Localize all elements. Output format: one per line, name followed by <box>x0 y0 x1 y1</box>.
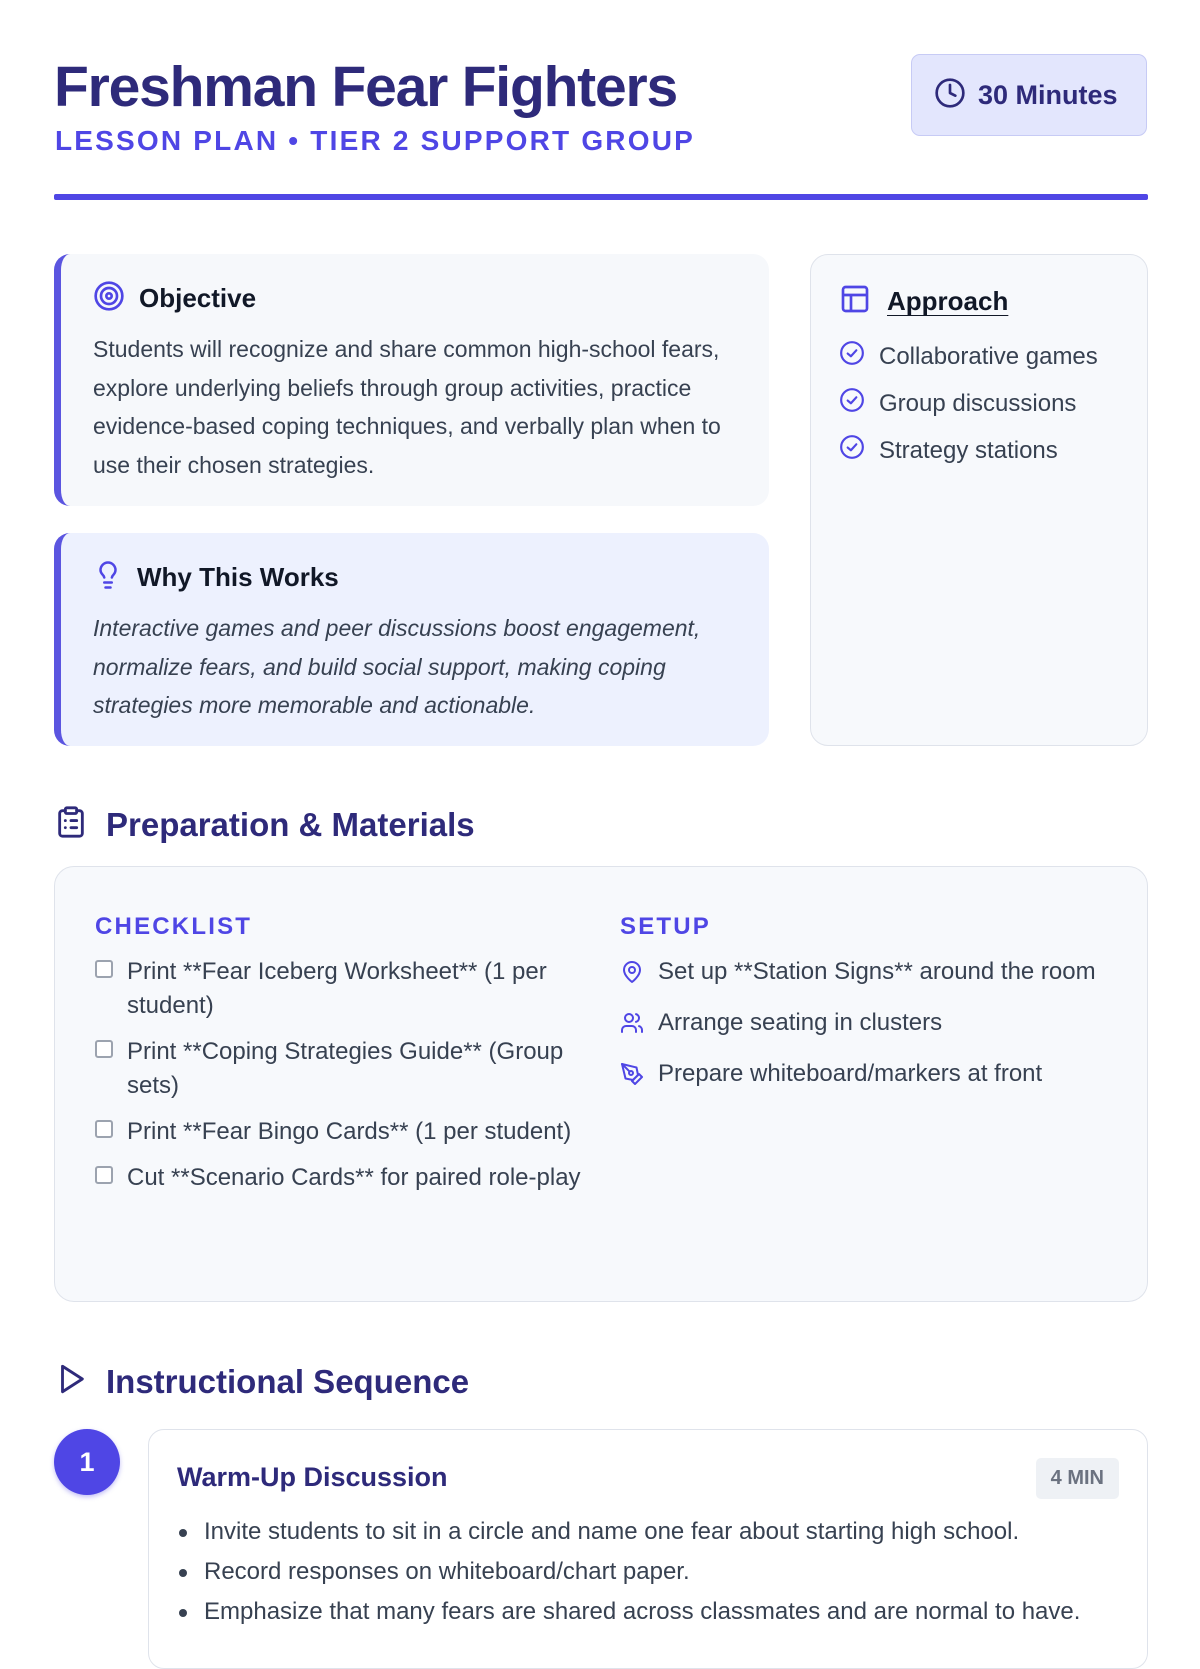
checklist-item-label: Print **Fear Iceberg Worksheet** (1 per student) <box>127 958 547 1019</box>
checkbox[interactable] <box>95 1166 113 1184</box>
setup-item-label: Prepare whiteboard/markers at front <box>658 1060 1043 1087</box>
checkbox[interactable] <box>95 1120 113 1138</box>
approach-header <box>839 283 1008 320</box>
layout-icon <box>839 283 871 320</box>
users-icon <box>620 1011 644 1045</box>
page-subtitle: LESSON PLAN • TIER 2 SUPPORT GROUP <box>55 125 696 156</box>
why-this-works-card <box>54 533 769 746</box>
checklist-item-label: Cut **Scenario Cards** for paired role-play <box>127 1164 581 1191</box>
preparation-heading <box>54 803 475 846</box>
why-title: Why This Works <box>137 562 339 592</box>
sequence-heading <box>54 1360 469 1403</box>
approach-item-label: Strategy stations <box>879 436 1058 464</box>
duration-badge <box>911 54 1147 136</box>
step-number: 1 <box>54 1429 120 1495</box>
approach-item-label: Collaborative games <box>879 342 1098 370</box>
lesson-plan-page <box>54 0 1148 1625</box>
approach-item-label: Group discussions <box>879 389 1077 417</box>
duration-label: 30 Minutes <box>978 79 1118 110</box>
setup-item-label: Set up **Station Signs** around the room <box>658 958 1096 985</box>
checklist-title: CHECKLIST <box>95 913 253 940</box>
setup-item <box>620 955 1100 994</box>
checklist-item-label: Print **Fear Bingo Cards** (1 per student) <box>127 1118 572 1145</box>
approach-title: Approach <box>887 286 1009 316</box>
why-text: Interactive games and peer discussions boost engagement, normalize fears, and build social support, making coping strategies more memorable and actionable. <box>93 615 701 718</box>
step-duration-badge: 4 MIN <box>1036 1458 1119 1499</box>
setup-item <box>620 1006 1100 1045</box>
setup-title: SETUP <box>620 913 712 940</box>
clock-icon <box>934 77 966 114</box>
objective-text: Students will recognize and share common high-school fears, explore underlying beliefs through group activities, practice evidence-based coping techniques, and verbally plan when to use their chosen strategies. <box>93 336 721 478</box>
approach-list <box>839 333 1098 474</box>
setup-item-label: Arrange seating in clusters <box>658 1009 943 1036</box>
list-item <box>839 427 1098 474</box>
checklist <box>95 955 585 1207</box>
preparation-box <box>54 866 1148 1302</box>
checkbox[interactable] <box>95 1040 113 1058</box>
header-divider <box>54 194 1148 200</box>
pen-icon <box>620 1062 644 1096</box>
list-item <box>839 333 1098 380</box>
objective-card <box>54 254 769 506</box>
checkbox[interactable] <box>95 960 113 978</box>
checklist-item <box>95 1161 585 1195</box>
checklist-item <box>95 1035 585 1103</box>
check-circle-icon <box>839 434 865 467</box>
approach-card <box>810 254 1148 746</box>
list-item: Record responses on whiteboard/chart paper. <box>177 1552 1117 1592</box>
page-title: Freshman Fear Fighters <box>54 55 677 119</box>
check-circle-icon <box>839 387 865 420</box>
objective-title: Objective <box>139 283 257 313</box>
sequence-title: Instructional Sequence <box>106 1362 470 1400</box>
checklist-item-label: Print **Coping Strategies Guide** (Group sets) <box>127 1038 564 1099</box>
check-circle-icon <box>839 340 865 373</box>
list-item: Invite students to sit in a circle and name one fear about starting high school. <box>177 1512 1117 1552</box>
objective-header <box>93 280 256 317</box>
target-icon <box>93 280 125 317</box>
map-pin-icon <box>620 960 644 994</box>
list-item <box>839 380 1098 427</box>
step-bullets <box>177 1512 1117 1632</box>
setup-list <box>620 955 1100 1108</box>
step-title: Warm-Up Discussion <box>177 1462 448 1492</box>
step-card <box>148 1429 1148 1669</box>
lightbulb-icon <box>93 559 123 596</box>
why-header <box>93 559 339 596</box>
clipboard-icon <box>54 803 88 846</box>
checklist-item <box>95 1115 585 1149</box>
play-icon <box>54 1360 88 1403</box>
list-item: Emphasize that many fears are shared across classmates and are normal to have. <box>177 1592 1117 1632</box>
setup-item <box>620 1057 1100 1096</box>
checklist-item <box>95 955 585 1023</box>
preparation-title: Preparation & Materials <box>106 805 475 843</box>
